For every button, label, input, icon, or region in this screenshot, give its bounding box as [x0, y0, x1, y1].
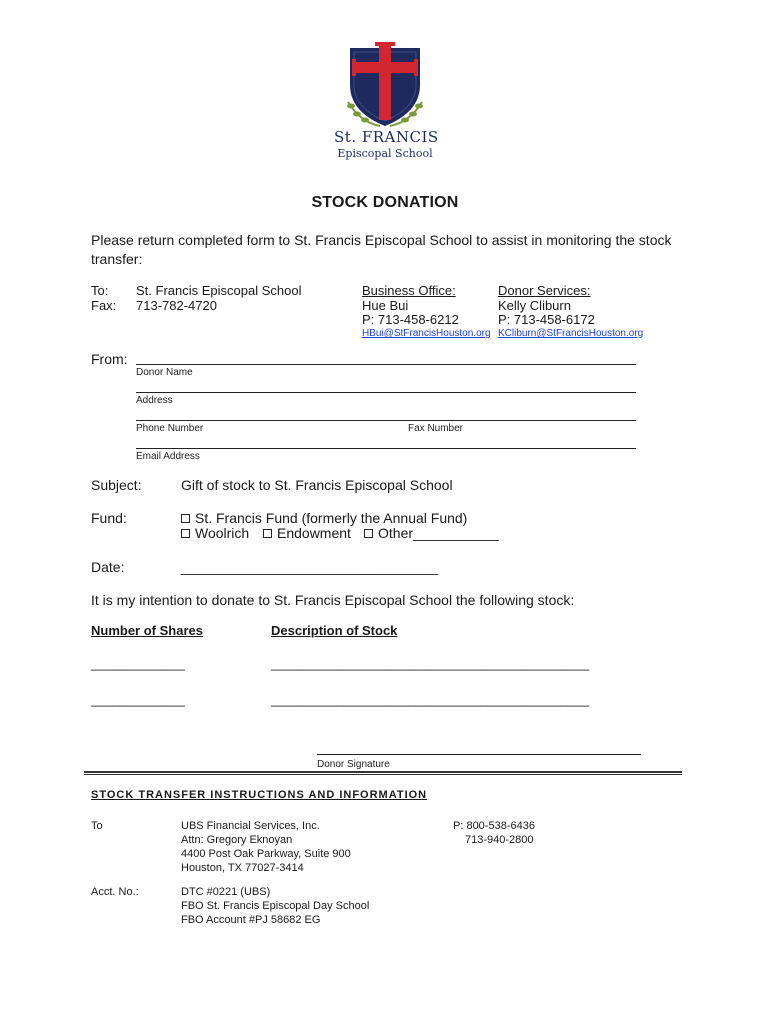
instructions-to-label: To — [91, 820, 103, 832]
fund-option-st-francis-label: St. Francis Fund (formerly the Annual Fund) — [195, 510, 468, 526]
fund-option-st-francis[interactable] — [181, 510, 467, 526]
business-office-heading: Business Office: — [362, 283, 456, 298]
subject-value: Gift of stock to St. Francis Episcopal School — [181, 477, 453, 493]
logo-line2: Episcopal School — [337, 147, 433, 160]
intention-text: It is my intention to donate to St. Francis Episcopal School the following stock: — [91, 592, 575, 608]
shares-field-1[interactable]: _____________ — [91, 656, 185, 671]
description-field-2[interactable]: ____________________________________________ — [271, 692, 590, 707]
fund-option-woolrich[interactable] — [181, 525, 249, 541]
donor-name-field[interactable] — [136, 364, 636, 365]
donor-signature-label: Donor Signature — [317, 759, 390, 770]
intro-line2: transfer: — [91, 251, 143, 267]
fund-option-endowment[interactable] — [263, 525, 351, 541]
checkbox-icon[interactable] — [364, 529, 373, 538]
donor-name-label: Donor Name — [136, 367, 193, 378]
acct-line-3: FBO Account #PJ 58682 EG — [181, 914, 321, 926]
address-label: Address — [136, 395, 173, 406]
business-office-phone: P: 713-458-6212 — [362, 312, 459, 327]
from-label: From: — [91, 351, 128, 367]
acct-line-2: FBO St. Francis Episcopal Day School — [181, 900, 370, 912]
instructions-title: STOCK TRANSFER INSTRUCTIONS AND INFORMATION — [91, 789, 428, 801]
school-name: St. Francis Episcopal School — [136, 283, 302, 298]
donor-services-name: Kelly Cliburn — [498, 298, 571, 313]
date-label: Date: — [91, 559, 125, 575]
phone-fax-field[interactable] — [136, 420, 636, 421]
checkbox-icon[interactable] — [181, 514, 190, 523]
fax-label: Fax: — [91, 298, 117, 313]
donor-services-phone: P: 713-458-6172 — [498, 312, 595, 327]
fund-option-other-label: Other___________ — [378, 525, 499, 541]
checkbox-icon[interactable] — [181, 529, 190, 538]
ubs-phone-2: 713-940-2800 — [465, 834, 534, 846]
address-field[interactable] — [136, 392, 636, 393]
acct-line-1: DTC #0221 (UBS) — [181, 886, 271, 898]
fund-option-woolrich-label: Woolrich — [195, 525, 250, 541]
ubs-phone-1: P: 800-538-6436 — [453, 820, 535, 832]
email-address-label: Email Address — [136, 451, 200, 462]
intro-line1: Please return completed form to St. Francis Episcopal School to assist in monitoring the stock — [91, 232, 672, 248]
business-office-name: Hue Bui — [362, 298, 409, 313]
acct-no-label: Acct. No.: — [91, 886, 139, 898]
ubs-line-3: 4400 Post Oak Parkway, Suite 900 — [181, 848, 351, 860]
fund-option-other[interactable] — [364, 525, 499, 541]
fund-option-endowment-label: Endowment — [277, 525, 351, 541]
description-field-1[interactable]: ____________________________________________ — [271, 656, 590, 671]
ubs-line-1: UBS Financial Services, Inc. — [181, 820, 320, 832]
fund-label: Fund: — [91, 510, 127, 526]
donor-signature-field[interactable] — [317, 754, 641, 755]
shield-cross-icon — [330, 40, 440, 130]
shares-field-2[interactable]: _____________ — [91, 692, 185, 707]
ubs-line-4: Houston, TX 77027-3414 — [181, 862, 304, 874]
section-divider — [84, 771, 682, 775]
checkbox-icon[interactable] — [263, 529, 272, 538]
date-field[interactable]: _________________________________ — [181, 559, 438, 575]
page-title: STOCK DONATION — [311, 194, 459, 211]
to-label: To: — [91, 283, 109, 298]
description-of-stock-header: Description of Stock — [271, 623, 398, 638]
logo-line1: St. FRANCIS — [334, 128, 439, 146]
number-of-shares-header: Number of Shares — [91, 623, 203, 638]
fax-number-label: Fax Number — [408, 423, 464, 434]
email-address-field[interactable] — [136, 448, 636, 449]
school-fax: 713-782-4720 — [136, 298, 217, 313]
donor-services-email-link[interactable]: KCliburn@StFrancisHouston.org — [498, 328, 644, 339]
donor-services-heading: Donor Services: — [498, 283, 591, 298]
subject-label: Subject: — [91, 477, 142, 493]
ubs-line-2: Attn: Gregory Eknoyan — [181, 834, 293, 846]
phone-number-label: Phone Number — [136, 423, 204, 434]
school-logo — [330, 40, 440, 165]
business-office-email-link[interactable]: HBui@StFrancisHouston.org — [362, 328, 491, 339]
